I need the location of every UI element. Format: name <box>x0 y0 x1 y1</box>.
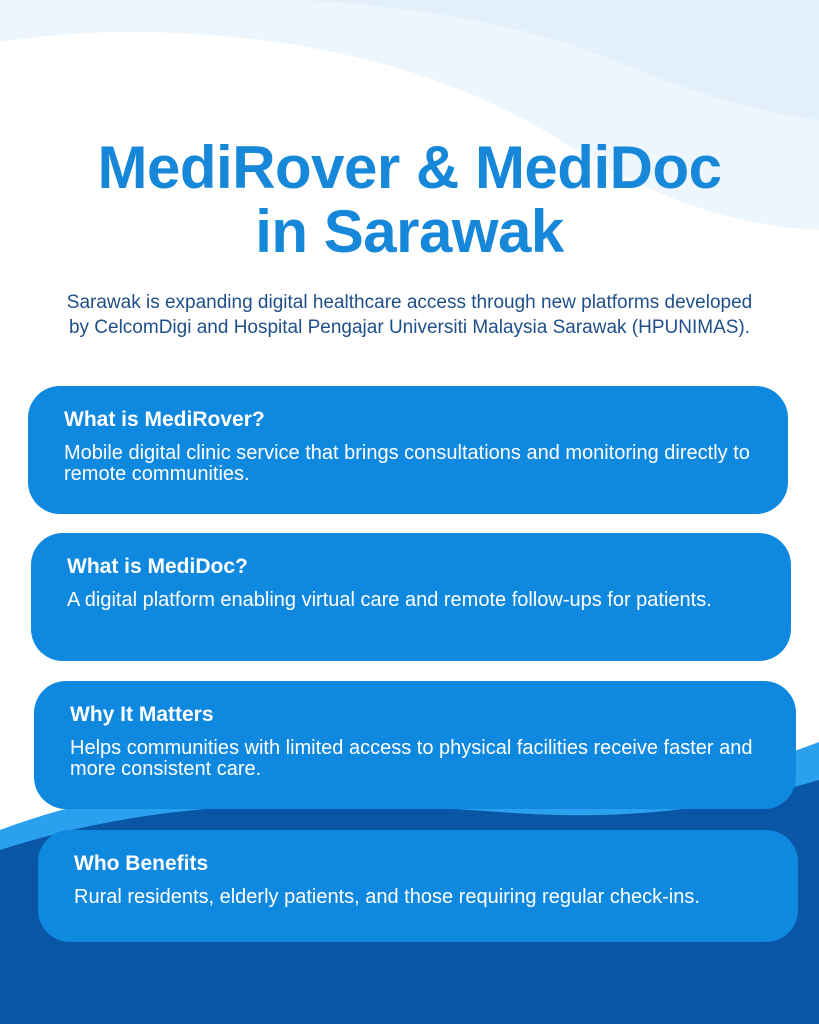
card-body: Mobile digital clinic service that brings consultations and monitoring directly to remote communities. <box>64 442 750 485</box>
title-line-1: MediRover & MediDoc <box>97 134 722 201</box>
page-title <box>0 136 819 264</box>
card-body: Helps communities with limited access to physical facilities receive faster and more consistent care. <box>70 737 753 780</box>
card-heading: Why It Matters <box>70 703 214 726</box>
card-heading: What is MediRover? <box>64 408 265 431</box>
card-body: Rural residents, elderly patients, and those requiring regular check-ins. <box>74 886 700 908</box>
card-what-is-medidoc <box>31 533 791 661</box>
card-heading: What is MediDoc? <box>67 555 248 578</box>
title-line-2: in Sarawak <box>255 198 564 265</box>
card-heading: Who Benefits <box>74 852 209 875</box>
card-body: A digital platform enabling virtual care and remote follow-ups for patients. <box>67 589 712 611</box>
card-who-benefits <box>38 830 798 942</box>
intro-text: Sarawak is expanding digital healthcare access through new platforms developed by CelcomDigi and Hospital Pengajar Universiti Malaysia Sarawak (HPUNIMAS). <box>66 292 753 338</box>
card-what-is-medirover <box>28 386 788 514</box>
card-why-it-matters <box>34 681 796 809</box>
